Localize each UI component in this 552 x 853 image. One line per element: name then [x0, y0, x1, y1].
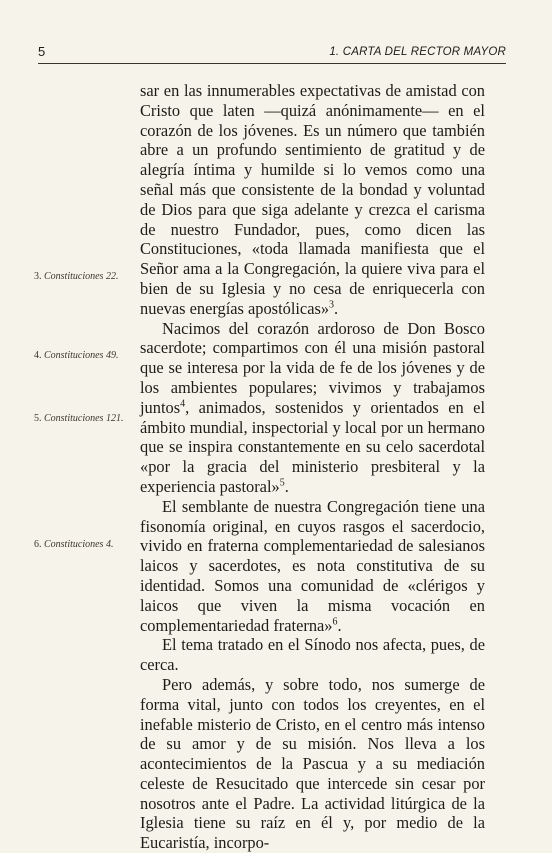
footnote-ref: 5 [279, 477, 285, 489]
footnote-ref: 6 [332, 616, 338, 628]
paragraph-tail: . [284, 476, 289, 496]
body-text [140, 81, 485, 853]
side-note-text: Constituciones 49. [44, 350, 119, 361]
page-number: 5 [38, 44, 46, 59]
footnote-ref: 4 [180, 398, 186, 410]
side-note-4 [34, 350, 118, 361]
paragraph-tail: , animados, sostenidos y orientados en el ámbito mundial, inspectorial y local por un hermano que se inspira constantemente en su celo sacerdotal «por la gracia del ministerio presbiteral y la experiencia pastoral» [140, 397, 485, 496]
side-note-text: Constituciones 4. [44, 539, 114, 550]
side-note-text: Constituciones 121. [44, 413, 124, 424]
side-note-number: 4. [34, 350, 42, 361]
header-rule [38, 63, 506, 64]
paragraph-continued [140, 81, 485, 319]
side-note-number: 6. [34, 539, 42, 550]
paragraph-text: El tema tratado en el Sínodo nos afecta, pues, de cerca. [140, 635, 485, 675]
paragraph [140, 675, 485, 853]
running-head: 1. CARTA DEL RECTOR MAYOR [329, 46, 506, 58]
paragraph-tail: . [337, 615, 342, 635]
paragraph-text: sar en las innumerables expectativas de amistad con Cristo que laten —quizá anónimamente— en el corazón de los jóvenes. Es un número que también abre a un profundo sentimiento de gratitud y de alegría íntima y humilde si lo vemos como una señal más que consistente de la bondad y voluntad de Dios para que siga adelante y crezca el carisma de nuestro Fundador, pues, como dicen las Constituciones, «toda llamada manifiesta que el Señor ama a la Congregación, la quiere viva para el bien de su Iglesia y no cesa de enriquecerla con nuevas energías apostólicas» [140, 81, 485, 318]
side-note-number: 3. [34, 271, 42, 282]
paragraph [140, 635, 485, 675]
paragraph-text: Pero además, y sobre todo, nos sumerge de forma vital, junto con todos los creyentes, en el inefable misterio de Cristo, en el centro más intenso de su amor y de su misión. Nos lleva a los acontecimientos de la Pascua y a su mediación celeste de Resucitado que intercede sin cesar por nosotros ante el Padre. La actividad litúrgica de la Iglesia tiene su raíz en él y, por medio de la Eucaristía, incorpo- [140, 674, 485, 853]
side-note-text: Constituciones 22. [44, 271, 119, 282]
side-note-number: 5. [34, 413, 42, 424]
side-note-5 [34, 413, 123, 424]
paragraph [140, 497, 485, 636]
side-note-3 [34, 271, 118, 282]
paragraph-text: Nacimos del corazón ardoroso de Don Bosco sacerdote; compartimos con él una misión pastoral que se interesa por la vida de fe de los jóvenes y de los ambientes populares; vivimos y trabajamos juntos [140, 318, 485, 417]
footnote-ref: 3 [329, 299, 335, 311]
paragraph [140, 319, 485, 497]
paragraph-text: El semblante de nuestra Congregación tiene una fisonomía original, en cuyos rasgos el sacerdocio, vivido en fraterna complementariedad de salesianos laicos y sacerdotes, es nota constitutiva de su identidad. Somos una comunidad de «clérigos y laicos que viven la misma vocación en complementariedad fraterna» [140, 496, 485, 635]
paragraph-tail: . [334, 298, 339, 318]
side-note-6 [34, 539, 113, 550]
